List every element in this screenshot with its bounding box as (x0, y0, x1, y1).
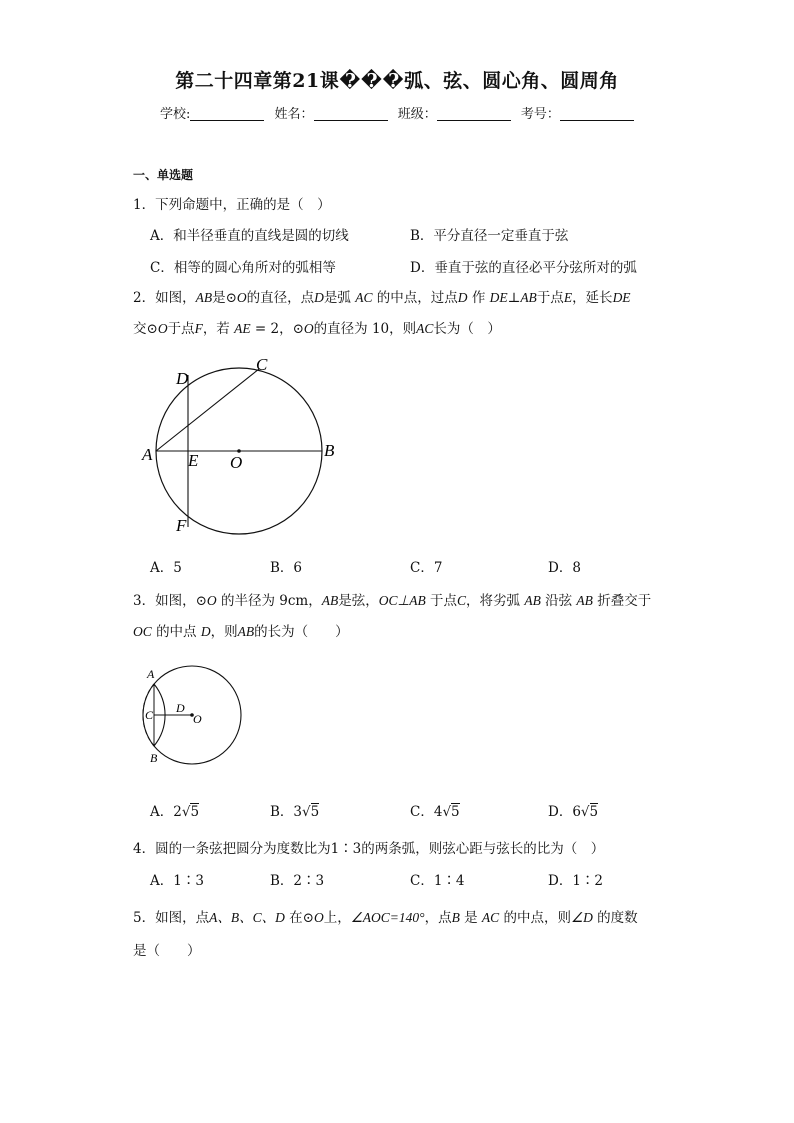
q3-stem-line2: OC 的中点 D，则AB的长为（ ） (133, 624, 349, 640)
q3-label-d: D (176, 701, 185, 715)
q3-label-o: O (193, 712, 202, 726)
q1-option-a: A．和半径垂直的直线是圆的切线 (150, 228, 349, 244)
q1-option-c: C．相等的圆心角所对的弧相等 (150, 260, 336, 276)
q5-stem-line2: 是（ ） (133, 943, 201, 959)
q4-stem: 4．圆的一条弦把圆分为度数比为1∶3的两条弧，则弦心距与弦长的比为（ ） (133, 841, 605, 857)
exam-number-blank[interactable] (560, 106, 634, 121)
q3-figure (140, 660, 250, 770)
q2-label-b: B (324, 441, 335, 460)
q2-label-a: A (142, 445, 153, 464)
name-label: 姓名： (274, 107, 314, 122)
q3-option-c: C．4√5 (410, 804, 460, 820)
q3-label-a: A (147, 667, 155, 681)
q1-option-b: B．平分直径一定垂直于弦 (410, 228, 569, 244)
q3-option-b: B．3√5 (270, 804, 320, 820)
section-heading: 一、单选题 (133, 168, 194, 182)
q2-figure (130, 350, 350, 540)
q3-option-d: D．6√5 (548, 804, 599, 820)
q1-option-d: D．垂直于弦的直径必平分弦所对的弧 (410, 260, 637, 276)
q2-option-c: C．7 (410, 560, 443, 576)
q2-option-d: D．8 (548, 560, 581, 576)
q5-stem-line1: 5．如图，点A、B、C、D 在⊙O上，∠AOC=140°，点B 是 AC 的中点，则∠D 的度数 (133, 910, 638, 926)
q4-option-b: B．2∶3 (270, 873, 325, 889)
class-label: 班级： (397, 107, 437, 122)
school-blank[interactable] (190, 106, 264, 121)
q2-label-d: D (176, 369, 189, 388)
q2-stem-line2: 交⊙O于点F，若 AE = 2，⊙O的直径为 10，则AC长为（ ） (133, 321, 501, 337)
q2-label-c: C (256, 355, 268, 374)
q2-option-a: A．5 (150, 560, 182, 576)
q4-option-c: C．1∶4 (410, 873, 465, 889)
q2-label-o: O (230, 453, 243, 472)
q1-stem: 1．下列命题中，正确的是（ ） (133, 197, 331, 213)
q3-option-a: A．2√5 (150, 804, 200, 820)
exam-number-label: 考号： (520, 107, 560, 122)
q4-option-a: A．1∶3 (150, 873, 204, 889)
page-title: 第二十四章第21课���弧、弦、圆心角、圆周角 (175, 70, 619, 92)
school-label: 学校: (160, 107, 191, 122)
q3-label-c: C (145, 708, 154, 722)
q2-stem-line1: 2．如图，AB是⊙O的直径，点D是弧 AC 的中点，过点D 作 DE⊥AB于点E，延长DE (133, 290, 631, 306)
q2-label-f: F (176, 516, 187, 535)
name-blank[interactable] (314, 106, 388, 121)
q3-label-b: B (150, 751, 158, 765)
class-blank[interactable] (437, 106, 511, 121)
q2-option-b: B．6 (270, 560, 303, 576)
q2-chord-ac (156, 369, 259, 451)
q2-label-e: E (188, 451, 199, 470)
student-info-line (160, 103, 640, 122)
q3-stem-line1: 3．如图，⊙O 的半径为 9cm，AB是弦，OC⊥AB 于点C，将劣弧 AB 沿弦 AB 折叠交于 (133, 593, 652, 609)
q4-option-d: D．1∶2 (548, 873, 604, 889)
